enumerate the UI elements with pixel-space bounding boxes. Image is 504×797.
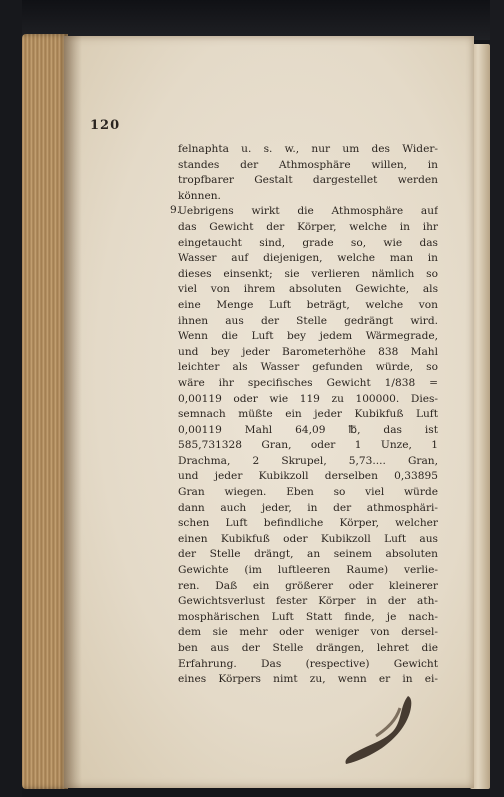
text-line: ren. Daß ein größerer oder kleinerer xyxy=(178,579,438,592)
text-line: Gewichtsverlust fester Körper in der ath- xyxy=(178,595,438,608)
background-left xyxy=(0,0,22,797)
text-line: mosphärischen Luft Statt finde, je nach- xyxy=(178,610,438,623)
text-line: eines Körpers nimt zu, wenn er in ei- xyxy=(178,673,438,686)
text-line: tropfbarer Gestalt dargestellet werden xyxy=(178,174,438,187)
text-line: Wenn die Luft bey jedem Wärmegrade, xyxy=(178,330,438,343)
text-line: der Stelle drängt, an seinem absoluten xyxy=(178,548,438,561)
text-line: semnach müßte ein jeder Kubikfuß Luft xyxy=(178,408,438,421)
text-line: und jeder Kubikzoll derselben 0,33895 xyxy=(178,470,438,483)
text-line: eingetaucht sind, grade so, wie das xyxy=(178,236,438,249)
ink-stain xyxy=(330,690,420,770)
text-line: schen Luft befindliche Körper, welcher xyxy=(178,517,438,530)
page-edges-left xyxy=(22,34,68,789)
text-line: dem sie mehr oder weniger von dersel- xyxy=(178,626,438,639)
text-line: und bey jeder Barometerhöhe 838 Mahl xyxy=(178,345,438,358)
text-line: einen Kubikfuß oder Kubikzoll Luft aus xyxy=(178,532,438,545)
text-line: 0,00119 oder wie 119 zu 100000. Dies- xyxy=(178,392,438,405)
text-line: viel von ihrem absoluten Gewichte, als xyxy=(178,283,438,296)
text-line: felnaphta u. s. w., nur um des Wider- xyxy=(178,143,438,155)
text-line: können. xyxy=(178,189,221,202)
text-line: leichter als Wasser gefunden würde, so xyxy=(178,361,438,374)
spine-shadow xyxy=(64,36,82,788)
text-line: 585,731328 Gran, oder 1 Unze, 1 xyxy=(178,439,438,452)
page-number: 120 xyxy=(90,118,121,133)
text-line: das Gewicht der Körper, welche in ihr xyxy=(178,220,438,233)
text-line: wäre ihr specifisches Gewicht 1/838 = xyxy=(178,376,438,389)
body-text xyxy=(178,142,438,688)
text-line: Erfahrung. Das (respective) Gewicht xyxy=(178,657,438,670)
text-line: ben aus der Stelle drängen, lehret die xyxy=(178,642,438,654)
background-right xyxy=(490,0,504,797)
text-line: Gran wiegen. Eben so viel würde xyxy=(178,486,438,499)
paragraph-number: 9. xyxy=(170,204,181,216)
text-line: 0,00119 Mahl 64,09 ℔, das ist xyxy=(178,423,438,436)
background-top xyxy=(0,0,504,40)
text-line: Uebrigens wirkt die Athmosphäre auf xyxy=(178,205,438,218)
text-line: dann auch jeder, in der athmosphäri- xyxy=(178,501,438,514)
text-line: Gewichte (im luftleeren Raume) verlie- xyxy=(178,564,438,577)
text-line: ihnen aus der Stelle gedrängt wird. xyxy=(178,314,438,327)
text-line: standes der Athmosphäre willen, in xyxy=(178,158,438,171)
text-line: eine Menge Luft beträgt, welche von xyxy=(178,298,438,311)
text-line: Wasser auf diejenigen, welche man in xyxy=(178,252,438,265)
text-line: dieses einsenkt; sie verlieren nämlich so xyxy=(178,267,438,280)
text-line: Drachma, 2 Skrupel, 5,73.... Gran, xyxy=(178,454,438,467)
